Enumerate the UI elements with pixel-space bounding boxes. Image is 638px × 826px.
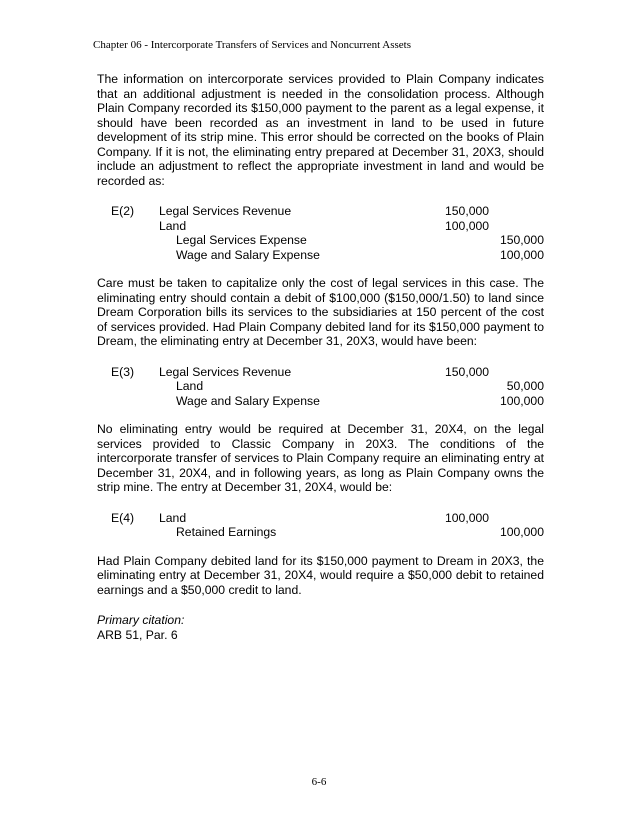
- entry-account: Legal Services Expense: [176, 233, 307, 247]
- entry-credit: 100,000: [499, 525, 544, 539]
- journal-entry-e2: [97, 204, 544, 262]
- entry-account: Land: [176, 379, 204, 393]
- page-header: Chapter 06 - Intercorporate Transfers of Services and Noncurrent Assets: [93, 39, 411, 51]
- paragraph-3: No eliminating entry would be required at December 31, 20X4, on the legal services provided to Classic Company in 20X3. The conditions of the intercorporate transfer of services to Plain Company require an eliminating entry at December 31, 20X4, and in following years, as long as Plain Company owns the strip mine. The entry at December 31, 20X4, would be:: [97, 422, 544, 494]
- entry-row: [97, 525, 544, 540]
- entry-account: Legal Services Revenue: [159, 364, 292, 379]
- entry-credit: 100,000: [499, 393, 544, 408]
- entry-row: [97, 219, 544, 234]
- entry-account: Land: [159, 510, 187, 525]
- paragraph-4: Had Plain Company debited land for its $150,000 payment to Dream in 20X3, the eliminating entry at December 31, 20X4, would require a $50,000 debit to retained earnings and a $50,000 credit to land.: [97, 553, 544, 597]
- entry-account: Legal Services Revenue: [159, 204, 292, 218]
- paragraph-1: The information on intercorporate services provided to Plain Company indicates that an additional adjustment is needed in the consolidation process. Although Plain Company recorded its $150,000 payment to the parent as a legal expense, it should have been recorded as an investment in land to be used in future development of its strip mine. This error should be corrected on the books of Plain Company. If it is not, the eliminating entry prepared at December 31, 20X3, should include an adjustment to reflect the appropriate investment in land and would be recorded as:: [97, 72, 544, 188]
- entry-credit: 150,000: [499, 233, 544, 247]
- entry-row: [97, 233, 544, 248]
- entry-row: [97, 204, 544, 219]
- paragraph-2: Care must be taken to capitalize only the cost of legal services in this case. The eliminating entry should contain a debit of $100,000 ($150,000/1.50) to land since Dream Corporation bills its services to the subsidiaries at 150 percent of the cost of services provided. Had Plain Company debited land for its $150,000 payment to Dream, the eliminating entry at December 31, 20X3, would have been:: [97, 276, 544, 348]
- journal-entry-e4: [97, 511, 544, 540]
- entry-account: Wage and Salary Expense: [176, 247, 320, 262]
- citation-text: ARB 51, Par. 6: [97, 627, 178, 642]
- entry-row: [97, 365, 544, 380]
- entry-debit: 150,000: [445, 364, 490, 379]
- entry-code: E(3): [111, 364, 135, 379]
- entry-row: [97, 394, 544, 409]
- entry-account: Retained Earnings: [176, 525, 277, 539]
- entry-debit: 100,000: [445, 510, 490, 525]
- entry-row: [97, 511, 544, 526]
- entry-account: Wage and Salary Expense: [176, 393, 320, 408]
- entry-credit: 100,000: [499, 247, 544, 262]
- page-number: 6-6: [311, 776, 327, 788]
- entry-credit: 50,000: [506, 379, 544, 393]
- entry-debit: 100,000: [445, 218, 490, 233]
- entry-row: [97, 379, 544, 394]
- entry-code: E(4): [111, 510, 135, 525]
- entry-row: [97, 248, 544, 263]
- entry-debit: 150,000: [445, 204, 490, 218]
- journal-entry-e3: [97, 365, 544, 409]
- entry-code: E(2): [111, 204, 135, 218]
- entry-account: Land: [159, 218, 187, 233]
- page-body: [97, 72, 544, 642]
- citation-block: [97, 613, 544, 642]
- citation-label: Primary citation:: [97, 613, 185, 627]
